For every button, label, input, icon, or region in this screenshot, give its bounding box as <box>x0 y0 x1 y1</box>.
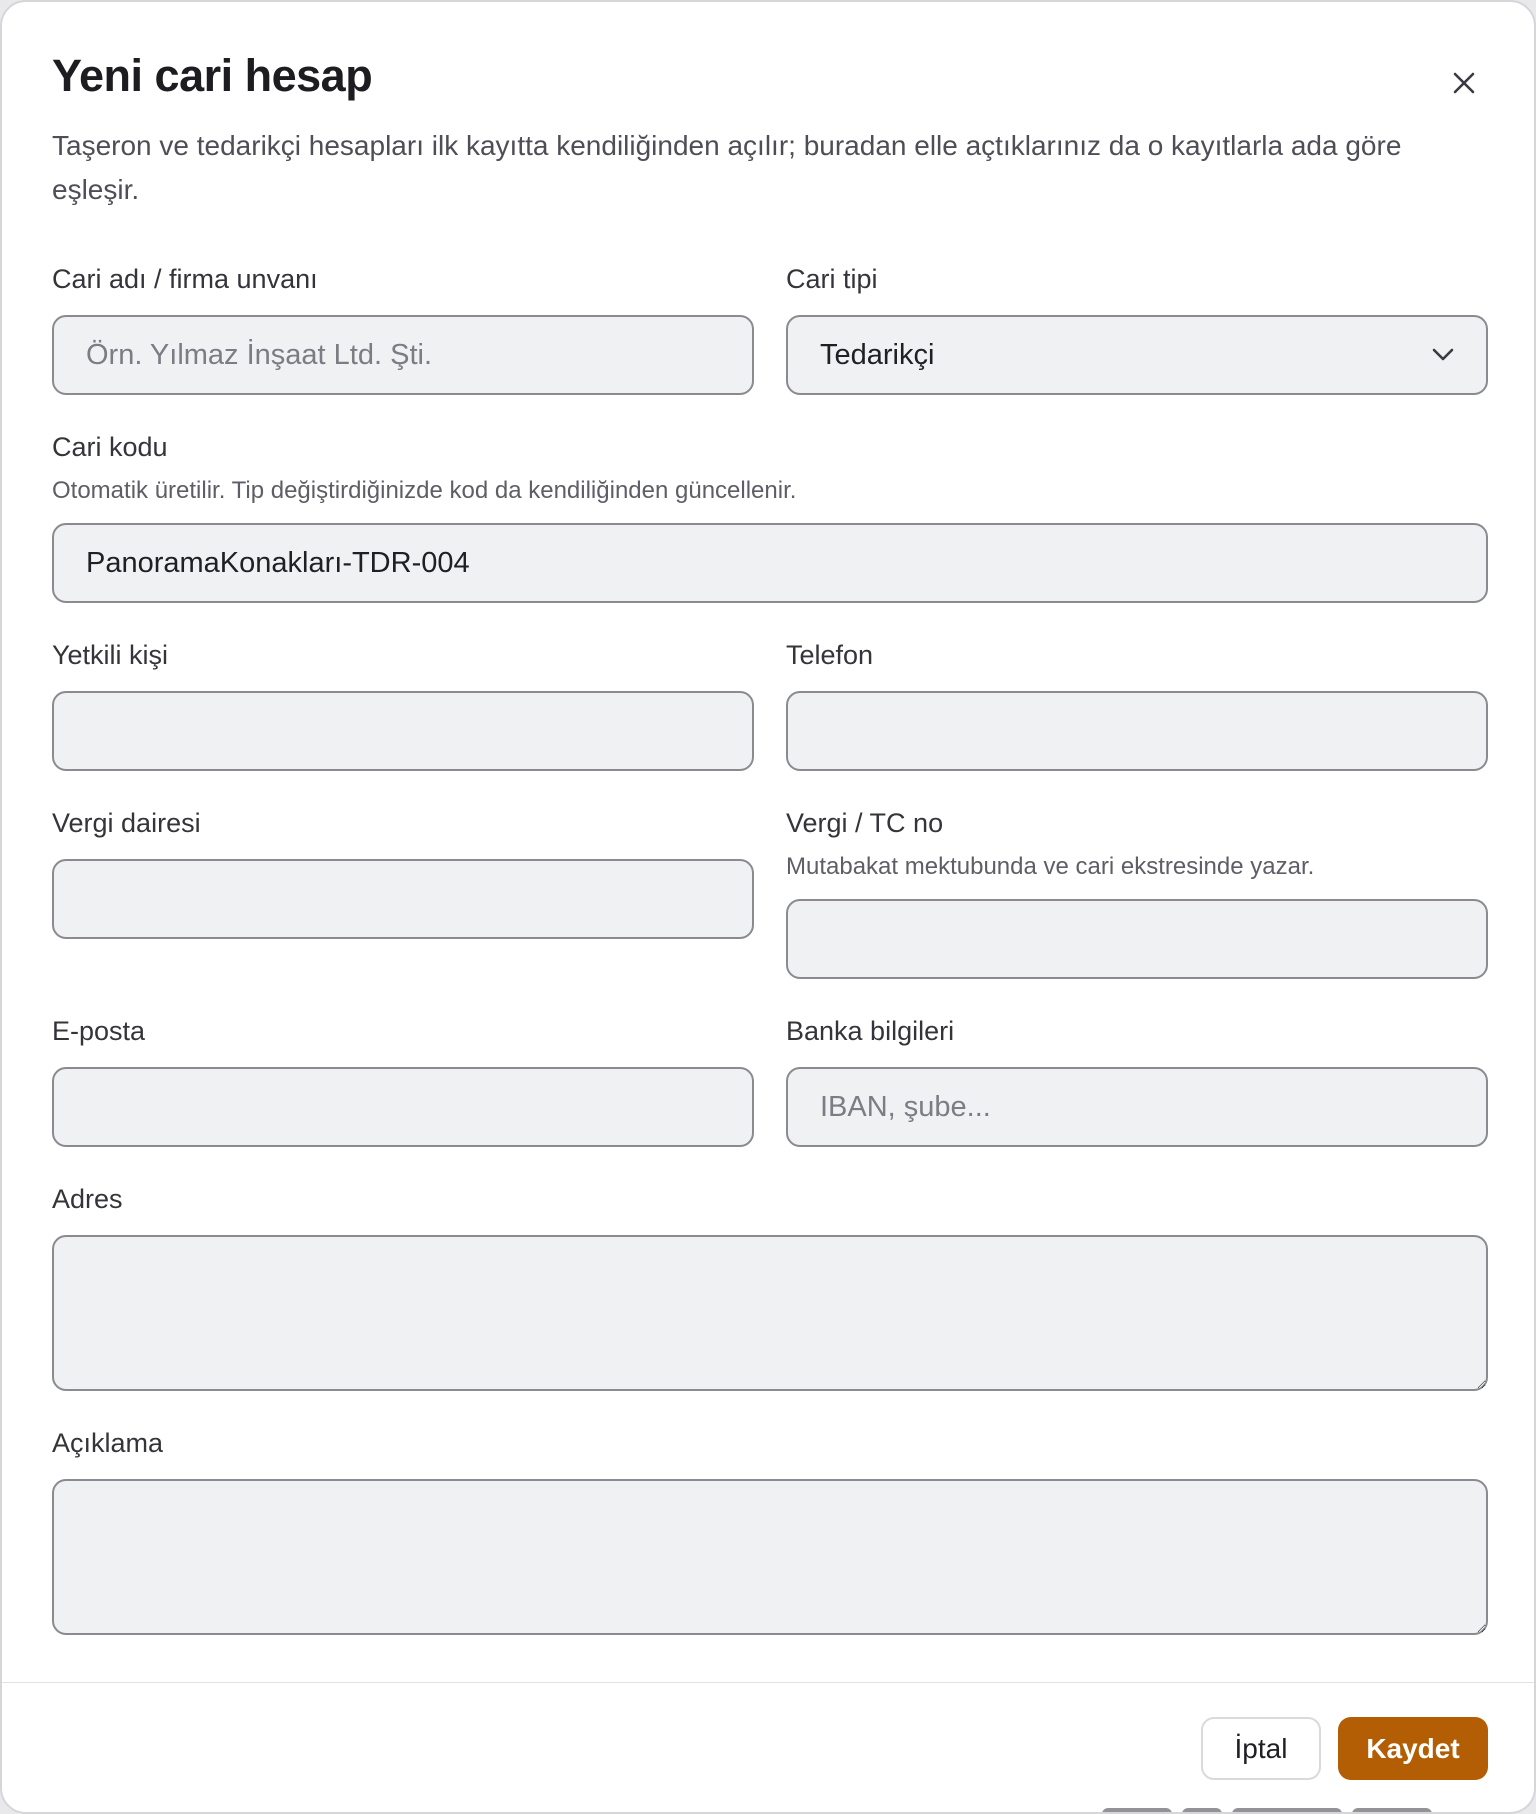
bank-input[interactable] <box>786 1067 1488 1147</box>
code-hint: Otomatik üretilir. Tip değiştirdiğinizde kod da kendiliğinden güncellenir. <box>52 477 797 504</box>
contact-input[interactable] <box>52 691 754 771</box>
tax-office-label: Vergi dairesi <box>52 808 201 838</box>
name-input[interactable] <box>52 315 754 395</box>
tax-no-input[interactable] <box>786 899 1488 979</box>
email-input[interactable] <box>52 1067 754 1147</box>
contact-label: Yetkili kişi <box>52 640 169 670</box>
name-label: Cari adı / firma unvanı <box>52 264 318 294</box>
chevron-down-icon <box>1432 348 1454 362</box>
type-select[interactable] <box>786 315 1488 395</box>
close-icon <box>1452 71 1476 95</box>
tax-office-input[interactable] <box>52 859 754 939</box>
address-textarea[interactable] <box>52 1235 1488 1391</box>
address-label: Adres <box>52 1184 123 1214</box>
close-button[interactable] <box>1438 62 1490 104</box>
type-select-value: Tedarikçi <box>820 338 935 371</box>
tax-no-label: Vergi / TC no <box>786 808 944 838</box>
phone-input[interactable] <box>786 691 1488 771</box>
dialog-subtitle: Taşeron ve tedarikçi hesapları ilk kayıtta kendiliğinden açılır; buradan elle açtıklarınız da o kayıtlarla ada göre eşleşir. <box>52 130 1402 205</box>
tax-no-hint: Mutabakat mektubunda ve cari ekstresinde yazar. <box>786 853 1315 880</box>
code-label: Cari kodu <box>52 432 168 462</box>
phone-label: Telefon <box>786 640 874 670</box>
email-label: E-posta <box>52 1016 146 1046</box>
type-label: Cari tipi <box>786 264 878 294</box>
footer-divider <box>2 1682 1536 1683</box>
code-input[interactable] <box>52 523 1488 603</box>
description-label: Açıklama <box>52 1428 164 1458</box>
dialog-title: Yeni cari hesap <box>52 50 373 101</box>
underlying-content-peek <box>1102 1802 1432 1814</box>
save-button[interactable]: Kaydet <box>1338 1717 1488 1780</box>
cancel-button[interactable]: İptal <box>1201 1717 1321 1780</box>
description-textarea[interactable] <box>52 1479 1488 1635</box>
bank-label: Banka bilgileri <box>786 1016 955 1046</box>
